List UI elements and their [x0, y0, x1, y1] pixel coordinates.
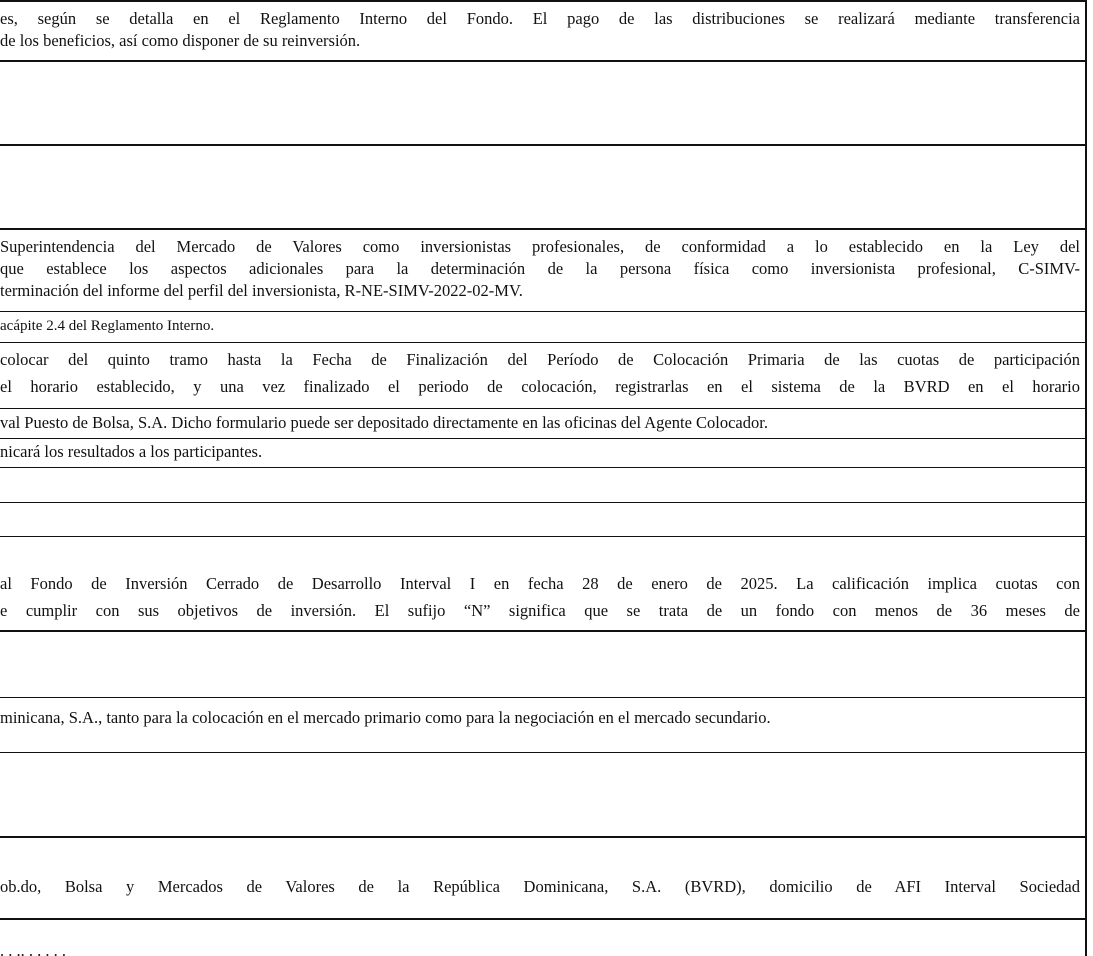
table-rule — [0, 228, 1087, 230]
text-line: que establece los aspectos adicionales para la determinación de la persona física como inversionista profesional, C-SIMV- — [0, 259, 1080, 278]
text-line: val Puesto de Bolsa, S.A. Dicho formulario puede ser depositado directamente en las oficinas del Agente Colocador. — [0, 413, 768, 432]
table-rule — [0, 438, 1087, 439]
text-line: al Fondo de Inversión Cerrado de Desarrollo Interval I en fecha 28 de enero de 2025. La calificación implica cuotas con — [0, 574, 1080, 593]
row-distribuciones — [0, 8, 1080, 52]
table-rule — [0, 311, 1087, 312]
text-line: ob.do, Bolsa y Mercados de Valores de la República Dominicana, S.A. (BVRD), domicilio de AFI Interval Sociedad — [0, 877, 1080, 896]
text-line: colocar del quinto tramo hasta la Fecha de Finalización del Período de Colocación Primaria de las cuotas de participación — [0, 350, 1080, 369]
row-quinto-tramo — [0, 349, 1080, 398]
row-calificacion — [0, 573, 1080, 622]
table-rule — [0, 502, 1087, 503]
table-rule — [0, 918, 1087, 920]
table-rule — [0, 536, 1087, 537]
table-rule — [0, 144, 1087, 146]
table-rule — [0, 60, 1087, 62]
text-line: minicana, S.A., tanto para la colocación en el mercado primario como para la negociación en el mercado secundario. — [0, 708, 771, 727]
text-line: e cumplir con sus objetivos de inversión. El sufijo “N” significa que se trata de un fondo con menos de 36 meses de — [0, 601, 1080, 620]
text-line: nicará los resultados a los participantes. — [0, 442, 263, 461]
text-line: . . .. . . . . . — [0, 941, 66, 956]
table-rule — [0, 342, 1087, 343]
table-rule — [0, 752, 1087, 753]
table-rule — [0, 630, 1087, 632]
table-rule — [0, 0, 1087, 2]
row-formulario — [0, 412, 1080, 434]
text-line: acápite 2.4 del Reglamento Interno. — [0, 318, 215, 334]
row-partial-bottom — [0, 940, 1080, 956]
row-domicilio — [0, 876, 1080, 898]
text-line: de los beneficios, así como disponer de su reinversión. — [0, 31, 361, 50]
table-rule — [0, 408, 1087, 409]
row-mercado — [0, 707, 1080, 729]
text-line: es, según se detalla en el Reglamento Interno del Fondo. El pago de las distribuciones se realizará mediante transferencia — [0, 9, 1080, 28]
text-line: Superintendencia del Mercado de Valores como inversionistas profesionales, de conformidad a lo establecido en la Ley del — [0, 237, 1080, 256]
row-inversionistas — [0, 236, 1080, 302]
text-line: terminación del informe del perfil del inversionista, R-NE-SIMV-2022-02-MV. — [0, 281, 523, 300]
table-rule — [0, 467, 1087, 468]
table-rule — [0, 836, 1087, 838]
row-resultados — [0, 441, 1080, 463]
table-rule — [0, 697, 1087, 698]
text-line: el horario establecido, y una vez finalizado el periodo de colocación, registrarlas en el sistema de la BVRD en el horario — [0, 377, 1080, 396]
row-acapite — [0, 315, 1080, 337]
